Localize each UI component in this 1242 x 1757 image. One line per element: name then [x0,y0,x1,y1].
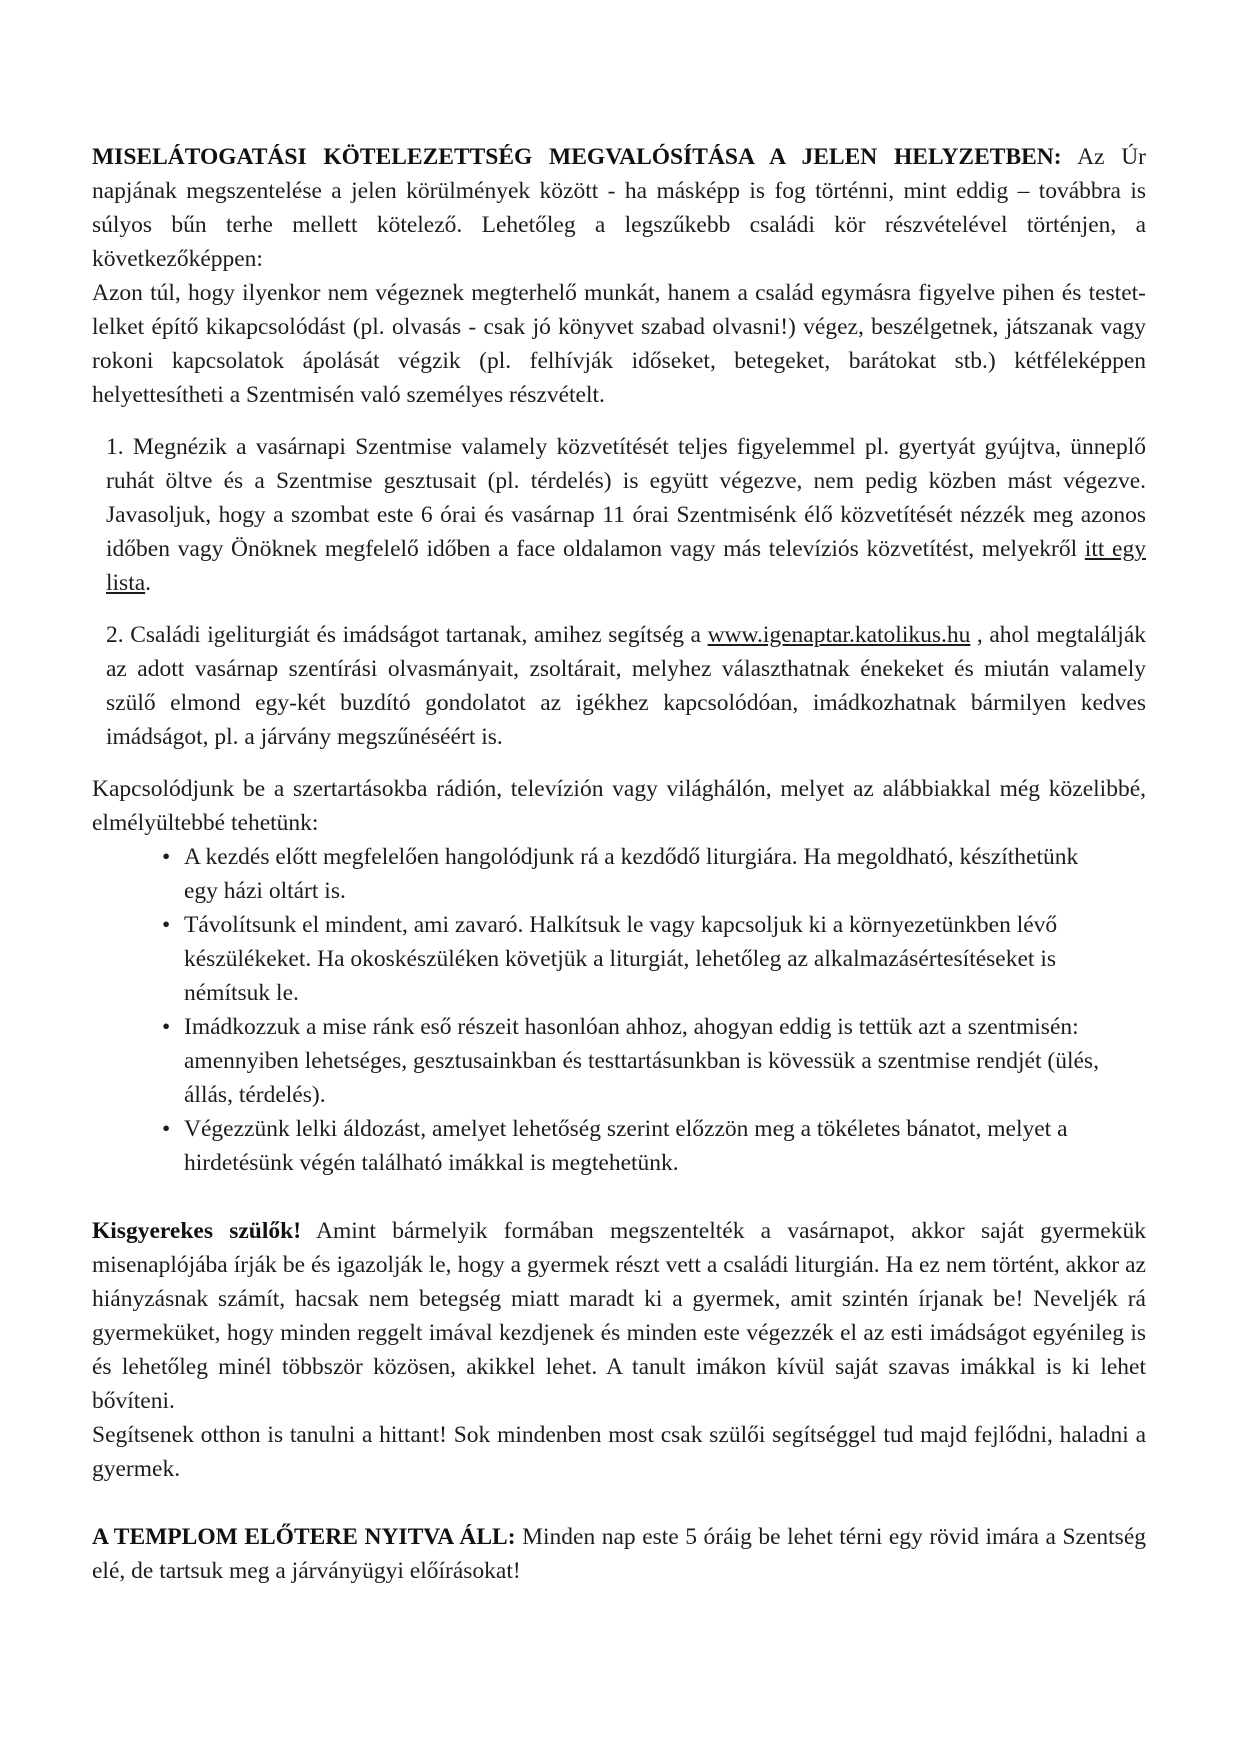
option-text: Megnézik a vasárnapi Szentmise valamely közvetítését teljes figyelemmel pl. gyertyát gyújtva, ünneplő ruhát öltve és a Szentmise gesztusait (pl. térdelés) is együtt végezve, nem pedig közben mást végezve. Javasoljuk, hogy a szombat este 6 órai és vasárnap 11 órai Szentmisénk élő közvetítését nézzék meg azonos időben vagy Önöknek megfelelő időben a face oldalamon vagy más televíziós közvetítést, melyekről [106,434,1146,562]
mass-substitute-paragraph: Azon túl, hogy ilyenkor nem végeznek megterhelő munkát, hanem a család egymásra figyelve pihen és testet-lelket építő kikapcsolódást (pl. olvasás - csak jó könyvet szabad olvasni!) végez, beszélgetnek, játszanak vagy rokoni kapcsolatok ápolását végzik (pl. felhívják időseket, betegeket, barátokat stb.) kétféleképpen helyettesítheti a Szentmisén való személyes részvételt. [92,280,1146,408]
option-text: Családi igeliturgiát és imádságot tartanak, amihez segítség a [130,622,708,648]
parents-paragraph-2: Segítsenek otthon is tanulni a hittant! Sok mindenben most csak szülői segítséggel tud majd fejlődni, haladni a gyermek. [92,1422,1146,1482]
church-paragraph [92,1520,1146,1588]
option-number: 1. [106,434,124,460]
options-list [92,430,1146,754]
option-item: 1. Megnézik a vasárnapi Szentmise valamely közvetítését teljes figyelemmel pl. gyertyát gyújtva, ünneplő ruhát öltve és a Szentmise gesztusait (pl. térdelés) is együtt végezve, nem pedig közben mást végezve. Javasoljuk, hogy a szombat este 6 órai és vasárnap 11 órai Szentmisénk élő közvetítését nézzék meg azonos időben vagy Önöknek megfelelő időben a face oldalamon vagy más televíziós közvetítést, melyekről itt egy lista. [106,434,1146,596]
mass-obligation-intro: Az Úr napjának megszentelése a jelen körülmények között - ha másképp is fog történni, mint eddig – továbbra is súlyos bűn terhe mellett kötelező. Lehetőleg a legszűkebb családi kör részvételével történjen, a következőképpen: [92,144,1146,272]
igenaptar-link[interactable]: www.igenaptar.katolikus.hu [707,622,971,648]
parents-paragraph [92,1214,1146,1418]
option-number: 2. [106,622,124,648]
list-item: • A kezdés előtt megfelelően hangolódjunk rá a kezdődő liturgiára. Ha megoldható, készíthetünk egy házi oltárt is. [162,840,1146,908]
option-item: 2. Családi igeliturgiát és imádságot tartanak, amihez segítség a www.igenaptar.katolikus.hu , ahol megtalálják az adott vasárnap szentírási olvasmányait, zsoltárait, melyhez választhatnak énekeket és miután valamely szülő elmond egy-két buzdító gondolatot az igékhez kapcsolódóan, imádkozhatnak bármilyen kedves imádságot, pl. a járvány megszűnéséért is. [106,622,1147,750]
parents-heading: Kisgyerekes szülők! [92,1218,302,1244]
mass-obligation-heading: MISELÁTOGATÁSI KÖTELEZETTSÉG MEGVALÓSÍTÁSA A JELEN HELYZETBEN: [92,144,1062,170]
broadcast-list-link[interactable]: itt egy lista [106,536,1146,596]
mass-obligation-paragraph [92,140,1146,276]
connect-intro: Kapcsolódjunk be a szertartásokba rádión, televízión vagy világhálón, melyet az alábbiakkal még közelibbé, elmélyültebbé tehetünk: [92,776,1146,836]
church-text: Minden nap este 5 óráig be lehet térni egy rövid imára a Szentség elé, de tartsuk meg a járványügyi előírásokat! [92,1524,1147,1584]
church-heading: A TEMPLOM ELŐTERE NYITVA ÁLL: [92,1524,516,1550]
list-item: • Imádkozzuk a mise ránk eső részeit hasonlóan ahhoz, ahogyan eddig is tettük azt a szentmisén: amennyiben lehetséges, gesztusainkban és testtartásunkban is kövessük a szentmise rendjét (ülés, állás, térdelés). [162,1010,1146,1112]
list-item: • Végezzünk lelki áldozást, amelyet lehetőség szerint előzzön meg a tökéletes bánatot, melyet a hirdetésünk végén található imákkal is megtehetünk. [162,1112,1146,1180]
parents-text: Amint bármelyik formában megszentelték a vasárnapot, akkor saját gyermekük misenaplójába írják be és igazolják le, hogy a gyermek részt vett a családi liturgián. Ha ez nem történt, akkor az hiányzásnak számít, hacsak nem betegség miatt maradt ki a gyermek, amit szintén írjanak be! Neveljék rá gyermeküket, hogy minden reggelt imával kezdjenek és minden este végezzék el az esti imádságot egyénileg is és lehetőleg minél többször közösen, akikkel lehet. A tanult imákon kívül saját szavas imákkal is ki lehet bővíteni. [92,1218,1146,1414]
list-item: • Távolítsunk el mindent, ami zavaró. Halkítsuk le vagy kapcsoljuk ki a környezetünkben lévő készülékeket. Ha okoskészüléken követjük a liturgiát, lehetőleg az alkalmazásértesítéseket is némítsuk le. [162,908,1146,1010]
connect-bullet-list [92,840,1146,1180]
